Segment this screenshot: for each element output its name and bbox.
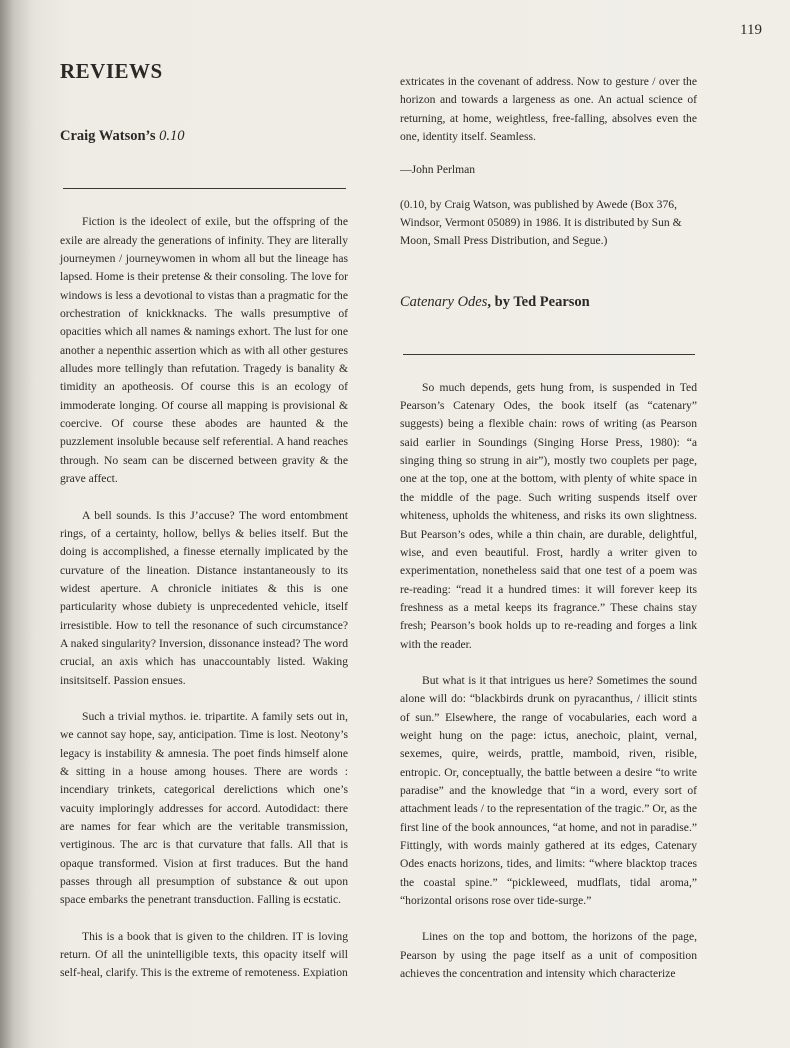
review-1-book-title: 0.10: [159, 128, 185, 145]
review-1-title: [60, 126, 348, 146]
review-2-paragraph-1: So much depends, gets hung from, is suspended in Ted Pearson’s Catenary Odes, the book itself (as “catenary” suggests) being a flexible chain: rows of writing (as Pearson said earlier in Soundings (Singing Horse Press, 1980): “a singing thing so strung in air”), mostly two couplets per page, one at the top, one at the bottom, with plenty of white space in the middle of the page. Such writing suspends itself over whiteness, upholds the whiteness, and risks its own slightness. But Pearson’s odes, while a thin chain, are durable, delightful, wise, and even beautiful. Frost, hardly a writer given to experimentation, nonetheless said that one test of a poem was re-reading: “read it a hundred times: it will forever keep its freshness as a metal keeps its fragrance.” These chains stay fresh; Pearson’s book holds up to re-reading and forges a link with the reader.: [400, 380, 697, 651]
review-1-paragraph-1: Fiction is the ideolect of exile, but the offspring of the exile are already the generations of infinity. They are literally journeymen / journeywomen in whom all but the lineage has lapsed. Home is their pretense & their consoling. The love for windows is less a devotional to vistas than a pragmatic for the orchestration of knickknacks. The walls presumptive of opacities which all names & namings exhort. The lust for one another a nepenthic assertion which as with all other gestures alludes more tellingly than refutation. Tragedy is banality & timidity an apotheosis. Of course this is an ecology of immoderate longing. Of course all mapping is provisional & coercive. Of course these abodes are haunted & the puzzlement insoluble because self referential. A hand reaches through. No seam can be discerned between gravity & the grave affect.: [60, 215, 348, 486]
review-1-paragraph-4: This is a book that is given to the children. IT is loving return. Of all the unintelligible texts, this opacity itself will self-heal, clarify. This is the extreme of remoteness. Expiation: [60, 929, 348, 980]
page-number: 119: [740, 22, 762, 38]
review-2-title: [400, 292, 697, 312]
review-2-book-title: Catenary Odes: [400, 293, 488, 310]
review-1-continuation: extricates in the covenant of address. Now to gesture / over the horizon and towards a largeness as one. An actual science of returning, at home, weightless, free-falling, absolves even the one, identity itself. Seamless.: [400, 75, 697, 144]
right-column: [400, 73, 697, 983]
review-2-author: , by Ted Pearson: [487, 293, 590, 310]
review-1-paragraph-2: A bell sounds. Is this J’accuse? The word entombment rings, of a certainty, hollow, bellys & belies itself. But the doing is accomplished, a finesse eternally implicated by the curvature of the lineation. Distance instantaneously to its widest aperture. A chronicle initiates & this is one particularity whose dubiety is unprecedented vehicle, itself irresistible. How to tell the resonance of such circumstance? A naked singularity? Inversion, dissonance instead? The word crucial, an axis which has unaccountably listed. Waking insitsitself. Passion ensues.: [60, 508, 348, 687]
review-1-publication-note: (0.10, by Craig Watson, was published by Awede (Box 376, Windsor, Vermont 05089) in 1986. It is distributed by Sun & Moon, Small Press Distribution, and Segue.): [400, 197, 682, 248]
section-title: REVIEWS: [60, 59, 163, 83]
review-1-paragraph-3: Such a trivial mythos. ie. tripartite. A family sets out in, we cannot say hope, say, anticipation. Time is lost. Neotony’s legacy is instability & amnesia. The poet finds himself alone & sitting in a house among houses. There are words : incendiary trinkets, categorical derelictions which one’s vacuity imploringly addresses for accord. Autodidact: there are names for fear which are the veritable transmission, vertiginous. The arc is that curvature that falls. All that is opaque transformed. Vision at first traduces. But the hand passes through all presumption of substance & out upon space embarks the penetrant transduction. Falling is ecstatic.: [60, 709, 348, 907]
review-1-divider: [63, 188, 346, 189]
review-2-paragraph-2: But what is it that intrigues us here? Sometimes the sound alone will do: “blackbirds drunk on pyracanthus, / illicit stints of sun.” Elsewhere, the range of vocabularies, each word a weight hung on the page: ictus, anechoic, plaint, vernal, sexemes, quire, weirds, prattle, mamboid, riven, risible, entropic. Or, conceptually, the battle between a desire “to write paradise” and the knowledge that “in a word, every sort of attachment leads / to the representation of the tragic.” Or, as the first line of the book announces, “at home, and not in paradise.” Fittingly, with words mainly gathered at its edges, Catenary Odes enacts horizons, tides, and limits: “where blacktop traces the coastal spine.” “pickleweed, mudflats, tidal aroma,” “horizontal orisons rose over tide-surge.”: [400, 673, 697, 908]
review-2-paragraph-3: Lines on the top and bottom, the horizons of the page, Pearson by using the page itself as a unit of composition achieves the concentration and intensity which characterize: [400, 930, 697, 981]
review-1-author: Craig Watson’s: [60, 128, 156, 145]
review-2-divider: [403, 354, 695, 355]
left-column: [60, 59, 348, 983]
review-1-signature: —John Perlman: [400, 163, 476, 177]
